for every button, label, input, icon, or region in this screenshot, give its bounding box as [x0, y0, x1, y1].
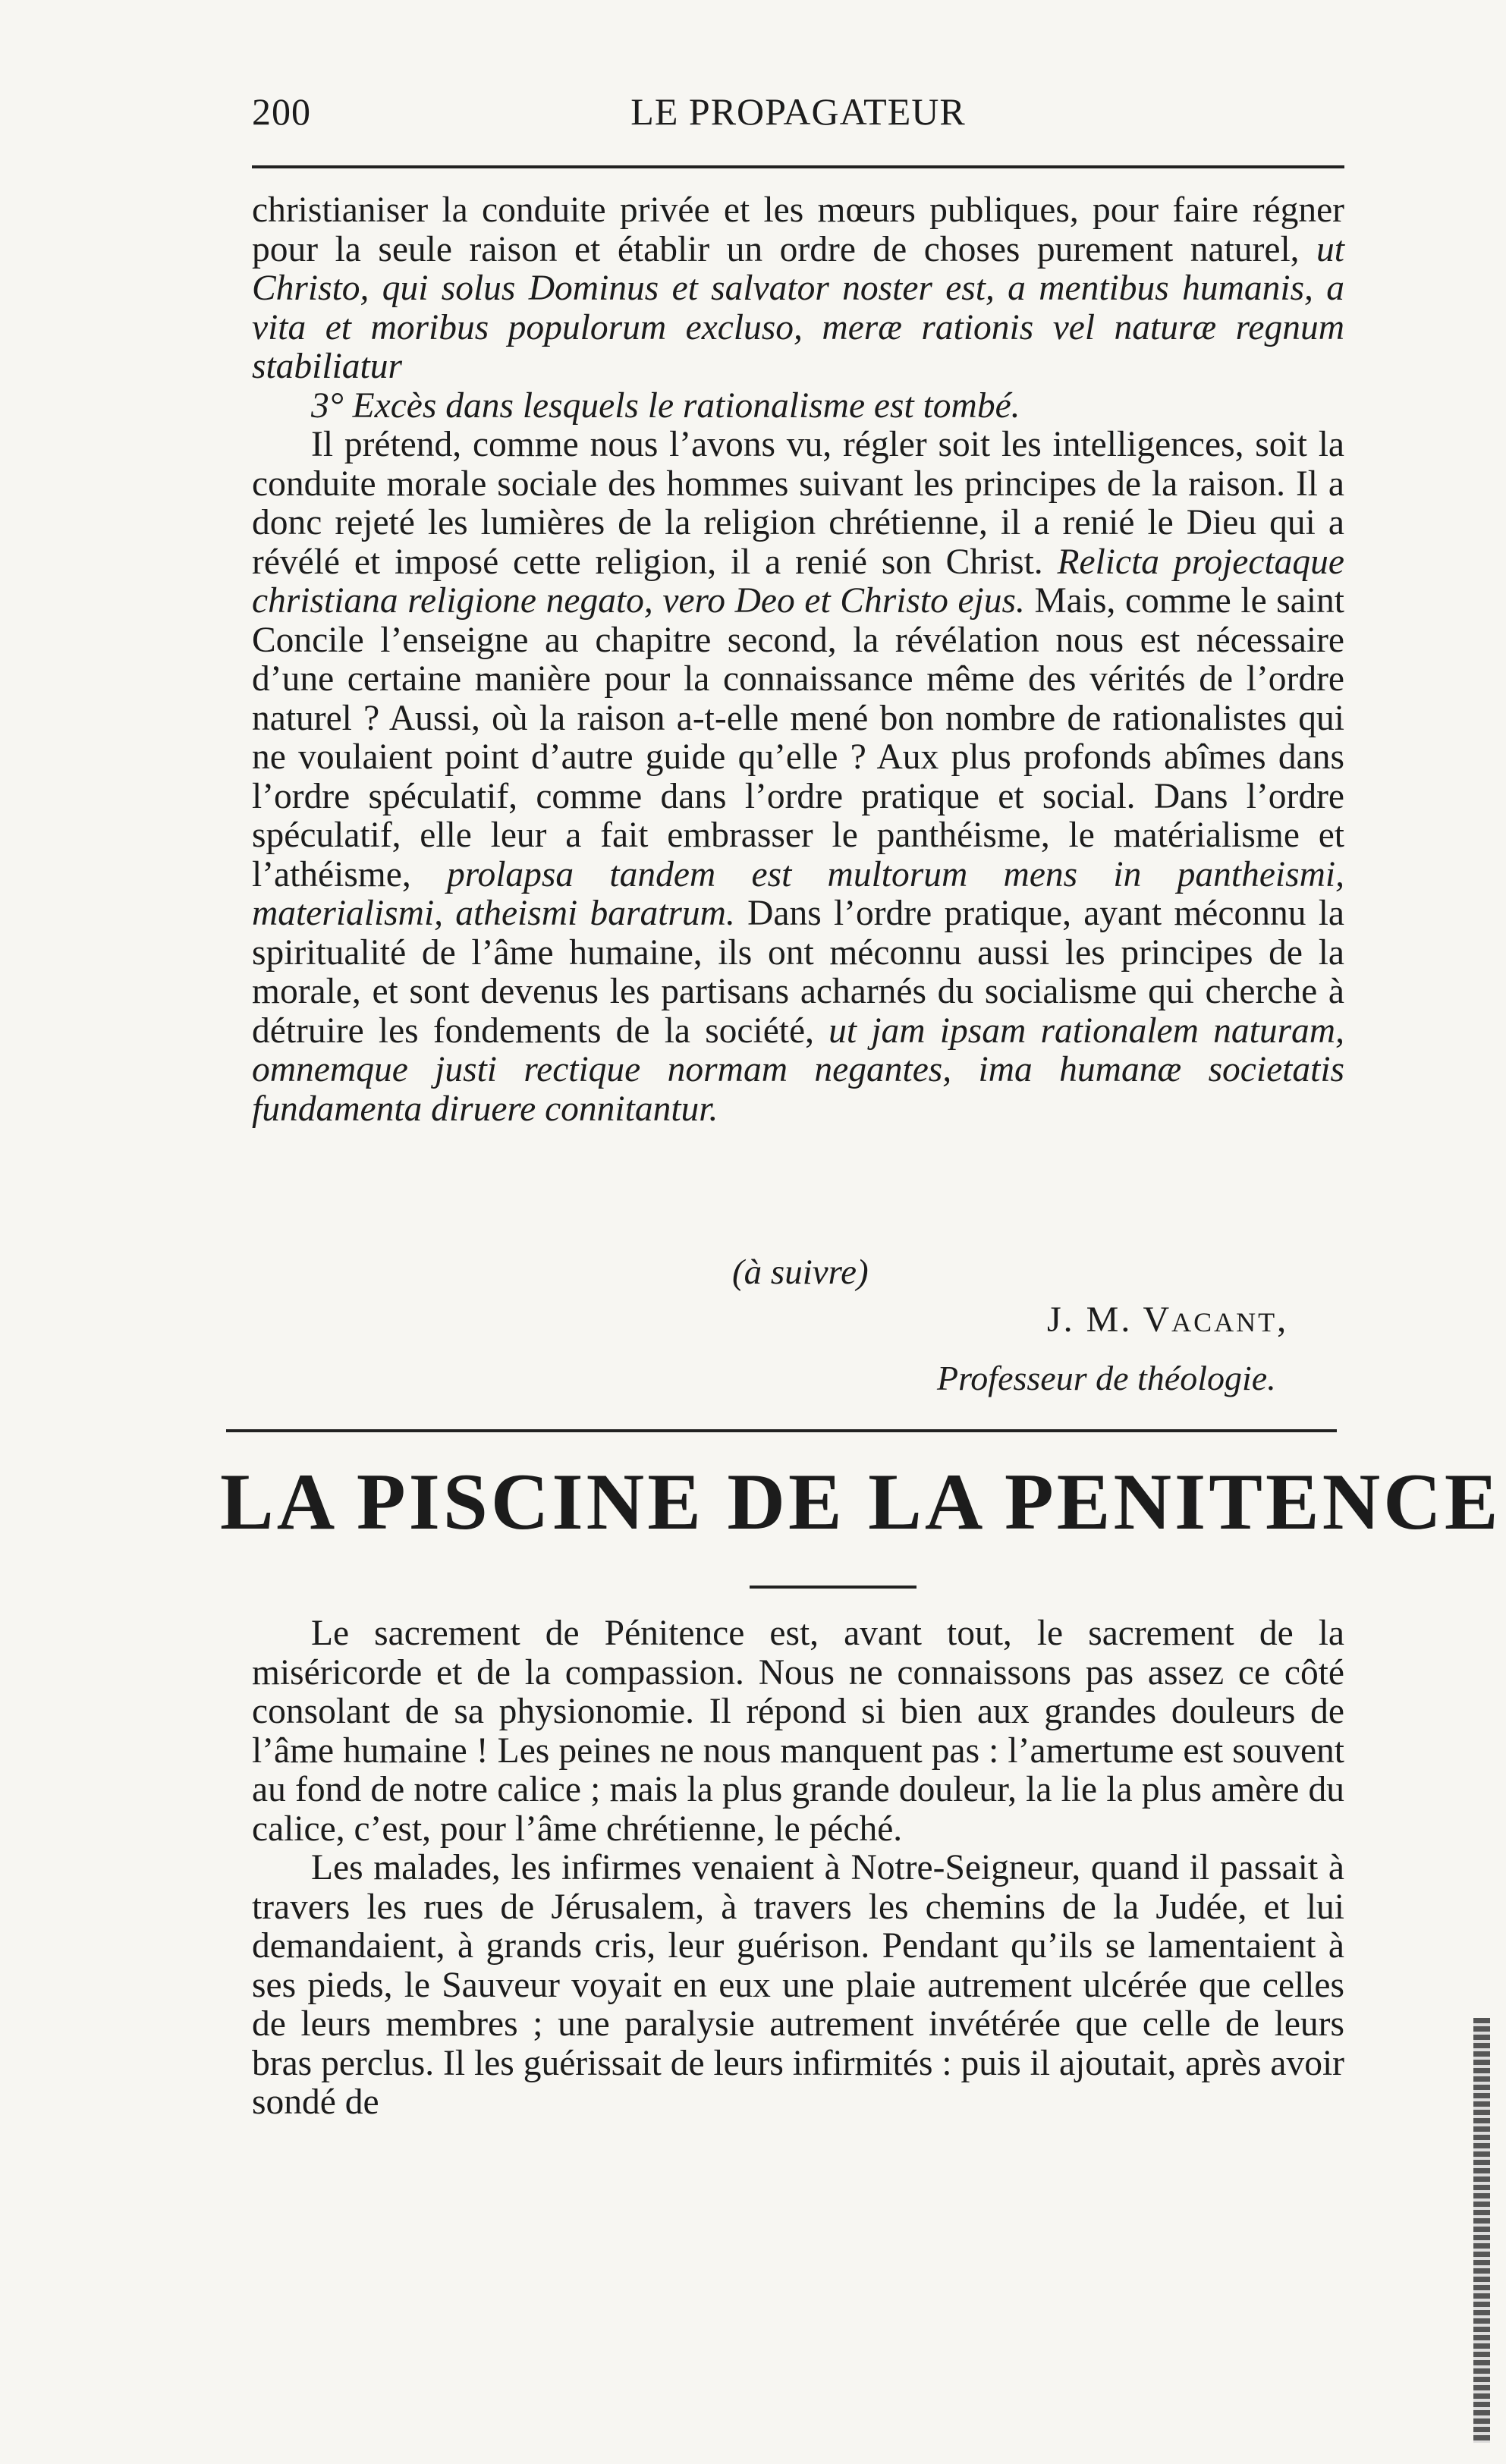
paragraph: Les malades, les infirmes venaient à Notre-Seigneur, quand il passait à travers les rues de Jérusalem, à travers les chemins de la Judée, et lui demandaient, à grands cris, leur guérison. Pendant qu’ils se lamentaient à ses pieds, le Sauveur voyait en eux une plaie autrement ulcérée que celles de leurs membres ; une paralysie autrement invétérée que celle de leurs bras perclus. Il les guérissait de leurs infirmités : puis il ajoutait, après avoir sondé de [252, 1848, 1344, 2122]
latin-quote: Relicta projectaque christiana religione negato, vero Deo et Christo ejus. [252, 542, 1344, 621]
latin-quote: prolapsa tandem est multorum mens in pantheismi, materialismi, atheismi baratrum. [252, 854, 1344, 933]
section-divider [226, 1429, 1337, 1432]
article-title: LA PISCINE DE LA PENITENCE [220, 1457, 1501, 1546]
paragraph [252, 191, 1344, 387]
latin-quote: ut jam ipsam rationalem naturam, omnemque justi rectique normam negantes, ima humanæ societatis fundamenta diruere connitantur. [252, 1010, 1344, 1129]
paragraph-text: Il prétend, comme nous l’avons vu, régler soit les intelligences, soit la conduite morale sociale des hommes suivant les principes de la raison. Il a donc rejeté les lumières de la religion chrétienne, il a renié le Dieu qui a révélé et imposé cette religion, il a renié son Christ. [252, 425, 1344, 582]
paragraph-text: Dans l’ordre pratique, ayant méconnu la spiritualité de l’âme humaine, ils ont méconnu aussi les principes de la morale, et sont devenus les partisans acharnés du socialisme qui cherche à détruire les fondements de la société, [252, 894, 1344, 1051]
section-heading: 3° Excès dans lesquels le rationalisme est tombé. [311, 385, 1020, 426]
paragraph-text: Mais, comme le saint Concile l’enseigne au chapitre second, la révélation nous est nécessaire d’une certaine manière pour la connaissance même des vérités de l’ordre naturel ? Aussi, où la raison a-t-elle mené bon nombre de rationalistes qui ne voulaient point d’autre guide qu’elle ? Aux plus profonds abîmes dans l’ordre spéculatif, comme dans l’ordre pratique et social. Dans l’ordre spéculatif, elle leur a fait embrasser le panthéisme, le matérialisme et l’athéisme, [252, 581, 1344, 894]
to-be-continued: (à suivre) [732, 1252, 869, 1292]
running-header [252, 90, 1344, 135]
title-underline [750, 1586, 916, 1589]
running-title: LE PROPAGATEUR [630, 90, 966, 133]
paragraph-text: christianiser la conduite privée et les mœurs publiques, pour faire régner pour la seule raison et établir un ordre de choses purement naturel, [252, 190, 1344, 269]
author-signature [1047, 1299, 1288, 1340]
author-surname-smallcaps: ACANT [1171, 1307, 1278, 1337]
article-body [252, 1614, 1344, 2123]
page-number: 200 [252, 90, 311, 133]
paragraph [252, 426, 1344, 1129]
paragraph: Le sacrement de Pénitence est, avant tout, le sacrement de la miséricorde et de la compassion. Nous ne connaissons pas assez ce côté consolant de sa physionomie. Il répond si bien aux grandes douleurs de l’âme humaine ! Les peines ne nous manquent pas : l’amertume est souvent au fond de notre calice ; mais la plus grande douleur, la lie la plus amère du calice, c’est, pour l’âme chrétienne, le péché. [252, 1614, 1344, 1849]
author-role: Professeur de théologie. [937, 1359, 1276, 1397]
scan-edge-artifact [1473, 2018, 1490, 2443]
latin-quote: ut Christo, qui solus Dominus et salvator noster est, a mentibus humanis, a vita et moribus populorum excluso, meræ rationis vel naturæ regnum stabiliatur [252, 229, 1344, 386]
header-rule [252, 165, 1344, 168]
continuation-text [252, 191, 1344, 1129]
author-initials: J. M. V [1047, 1300, 1172, 1340]
author-end: , [1277, 1300, 1289, 1340]
